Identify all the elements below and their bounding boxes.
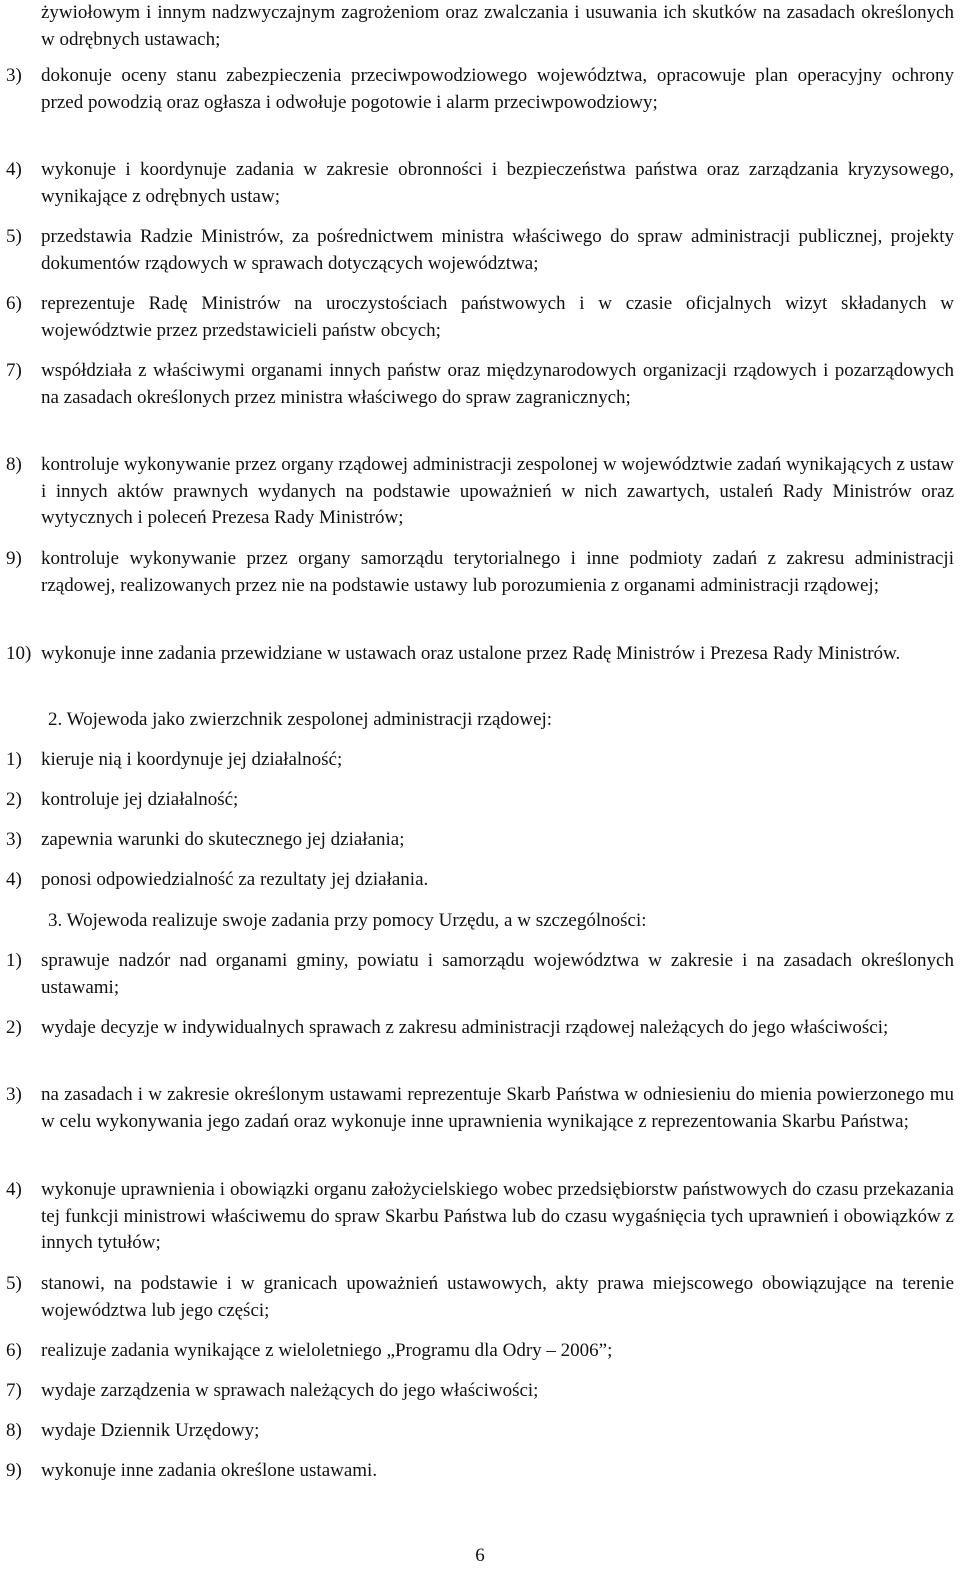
list-item-text: na zasadach i w zakresie określonym ustawami reprezentuje Skarb Państwa w odniesieniu do mienia powierzonego mu w celu wykonywania jego zadań oraz wykonuje inne uprawnienia wynikające z reprezentowania Skarbu Państwa; xyxy=(41,1084,954,1132)
list-item-number: 6) xyxy=(6,293,22,314)
list-item-number: 8) xyxy=(6,1420,22,1441)
list-item-number: 1) xyxy=(6,749,22,770)
list-item xyxy=(6,787,954,814)
list-item xyxy=(6,747,954,774)
list-item-text: kontroluje wykonywanie przez organy rządowej administracji zespolonej w województwie zadań wynikających z ustaw i innych aktów prawnych wydanych na podstawie upoważnień w nich zawartych, ustaleń Rady Ministrów oraz wytycznych i poleceń Prezesa Rady Ministrów; xyxy=(41,454,954,528)
page-number: 6 xyxy=(475,1545,485,1566)
list-item xyxy=(6,1458,954,1485)
list-item-text: stanowi, na podstawie i w granicach upoważnień ustawowych, akty prawa miejscowego obowiązujące na terenie województwa lub jego części; xyxy=(41,1273,954,1321)
list-item-text: wykonuje inne zadania określone ustawami. xyxy=(41,1460,378,1481)
list-item-number: 3) xyxy=(6,1084,22,1105)
list-item-number: 6) xyxy=(6,1340,22,1361)
list-item-text: zapewnia warunki do skutecznego jej działania; xyxy=(41,829,405,850)
list-item xyxy=(6,948,954,1001)
list-item-number: 3) xyxy=(6,65,22,86)
list-item xyxy=(6,224,954,277)
list-item-text: reprezentuje Radę Ministrów na uroczystościach państwowych i w czasie oficjalnych wizyt składanych w województwie przez przedstawicieli państw obcych; xyxy=(41,293,954,341)
list-item xyxy=(6,63,954,116)
continuation-paragraph xyxy=(6,0,954,53)
list-item-number: 2) xyxy=(6,789,22,810)
list-item xyxy=(6,1378,954,1405)
list-item-text: wydaje decyzje w indywidualnych sprawach z zakresu administracji rządowej należących do jego właściwości; xyxy=(41,1017,889,1038)
list-item-text: sprawuje nadzór nad organami gminy, powiatu i samorządu województwa w zakresie i na zasadach określonych ustawami; xyxy=(41,950,954,998)
list-item-number: 1) xyxy=(6,950,22,971)
paragraph-heading xyxy=(6,707,954,734)
list-item-number: 5) xyxy=(6,1273,22,1294)
list-item xyxy=(6,827,954,854)
list-item-text: wydaje Dziennik Urzędowy; xyxy=(41,1420,260,1441)
paragraph-3-text: 3. Wojewoda realizuje swoje zadania przy pomocy Urzędu, a w szczególności: xyxy=(48,910,647,931)
list-item-text: realizuje zadania wynikające z wieloletniego „Programu dla Odry – 2006”; xyxy=(41,1340,613,1361)
list-item-text: kontroluje jej działalność; xyxy=(41,789,239,810)
list-item-number: 7) xyxy=(6,360,22,381)
list-item-number: 8) xyxy=(6,454,22,475)
paragraph-heading xyxy=(6,908,954,935)
list-item xyxy=(6,1082,954,1135)
list-item-text: wykonuje uprawnienia i obowiązki organu założycielskiego wobec przedsiębiorstw państwowych do czasu przekazania tej funkcji ministrowi właściwemu do spraw Skarbu Państwa lub do czasu wygaśnięcia tych uprawnień i obowiązków z innych tytułów; xyxy=(41,1179,954,1253)
list-item-number: 9) xyxy=(6,1460,22,1481)
list-item xyxy=(6,867,954,894)
list-item-number: 9) xyxy=(6,548,22,569)
continuation-text: żywiołowym i innym nadzwyczajnym zagrożeniom oraz zwalczania i usuwania ich skutków na zasadach określonych w odrębnych ustawach; xyxy=(41,2,954,50)
list-item xyxy=(6,641,954,668)
list-item-number: 3) xyxy=(6,829,22,850)
list-item xyxy=(6,546,954,599)
list-item-text: przedstawia Radzie Ministrów, za pośrednictwem ministra właściwego do spraw administracji publicznej, projekty dokumentów rządowych w sprawach dotyczących województwa; xyxy=(41,226,954,274)
paragraph-2-text: 2. Wojewoda jako zwierzchnik zespolonej administracji rządowej: xyxy=(48,709,553,730)
list-item-number: 4) xyxy=(6,1179,22,1200)
list-item-text: wykonuje inne zadania przewidziane w ustawach oraz ustalone przez Radę Ministrów i Prezesa Rady Ministrów. xyxy=(41,643,901,664)
list-item xyxy=(6,358,954,411)
list-item-text: kontroluje wykonywanie przez organy samorządu terytorialnego i inne podmioty zadań z zakresu administracji rządowej, realizowanych przez nie na podstawie ustawy lub porozumienia z organami administracji rządowej; xyxy=(41,548,954,596)
list-item xyxy=(6,1418,954,1445)
list-item-text: wykonuje i koordynuje zadania w zakresie obronności i bezpieczeństwa państwa oraz zarządzania kryzysowego, wynikające z odrębnych ustaw; xyxy=(41,159,954,207)
list-item xyxy=(6,1338,954,1365)
list-item-number: 2) xyxy=(6,1017,22,1038)
list-item xyxy=(6,157,954,210)
list-item-text: dokonuje oceny stanu zabezpieczenia przeciwpowodziowego województwa, opracowuje plan operacyjny ochrony przed powodzią oraz ogłasza i odwołuje pogotowie i alarm przeciwpowodziowy; xyxy=(41,65,954,113)
list-item-text: wydaje zarządzenia w sprawach należących do jego właściwości; xyxy=(41,1380,539,1401)
list-item xyxy=(6,291,954,344)
list-item-text: ponosi odpowiedzialność za rezultaty jej działania. xyxy=(41,869,429,890)
list-item-number: 5) xyxy=(6,226,22,247)
list-item-number: 4) xyxy=(6,869,22,890)
list-item-number: 4) xyxy=(6,159,22,180)
list-item-number: 7) xyxy=(6,1380,22,1401)
list-item-text: kieruje nią i koordynuje jej działalność; xyxy=(41,749,343,770)
list-item xyxy=(6,452,954,532)
list-item xyxy=(6,1177,954,1257)
list-item xyxy=(6,1271,954,1324)
list-item-text: współdziała z właściwymi organami innych państw oraz międzynarodowych organizacji rządowych i pozarządowych na zasadach określonych przez ministra właściwego do spraw zagranicznych; xyxy=(41,360,954,408)
list-item xyxy=(6,1015,954,1042)
list-item-number: 10) xyxy=(6,643,32,664)
